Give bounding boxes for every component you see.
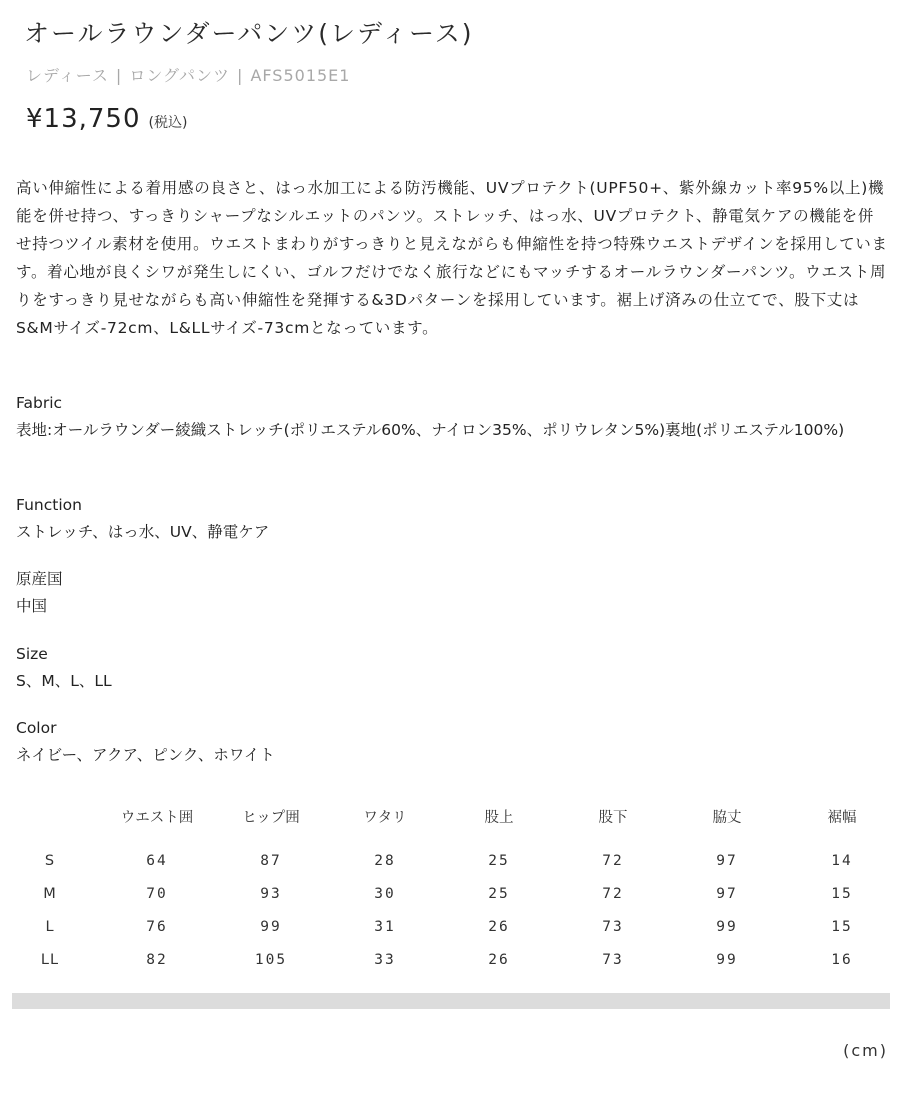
table-row: [0, 943, 900, 976]
product-description: 高い伸縮性による着用感の良さと、はっ水加工による防汚機能、UVプロテクト(UPF50+、紫外線カット率95%以上)機能を併せ持つ、すっきりシャープなシルエットのパンツ。ストレッチ、はっ水、UVプロテクト、静電気ケアの機能を併せ持つツイル素材を使用。ウエストまわりがすっきりと見えながらも伸縮性を持つ特殊ウエストデザインを採用しています。着心地が良くシワが発生しにくい、ゴルフだけでなく旅行などにもマッチするオールラウンダーパンツ。ウエスト周りをすっきり見せながらも高い伸縮性を発揮する&3Dパターンを採用しています。裾上げ済みの仕立てで、股下丈はS&Mサイズ-72cm、L&LLサイズ-73cmとなっています。: [16, 179, 888, 337]
spec-fabric: [16, 390, 888, 444]
size-table: [0, 802, 900, 976]
size-table-header: [0, 802, 900, 844]
spec-origin: [16, 566, 888, 620]
table-row: [0, 844, 900, 877]
table-cell: 30: [374, 885, 396, 902]
table-cell: 28: [374, 852, 396, 869]
unit-label: (cm): [843, 1041, 888, 1060]
spec-size: [16, 641, 888, 695]
breadcrumb-separator: |: [115, 66, 123, 85]
spec-label: Size: [16, 645, 48, 663]
table-cell: 99: [260, 918, 282, 935]
spec-label: Function: [16, 496, 82, 514]
spec-label: Fabric: [16, 394, 63, 412]
table-cell: 87: [260, 852, 282, 869]
table-cell: 72: [602, 852, 624, 869]
spec-label: 原産国: [16, 570, 63, 588]
size-label: S: [44, 852, 56, 869]
header-cell: 裾幅: [827, 809, 857, 826]
spec-label: Color: [16, 719, 57, 737]
table-cell: 64: [146, 852, 168, 869]
spec-value: 中国: [16, 597, 48, 615]
table-cell: 99: [716, 918, 738, 935]
price: ¥13,750: [26, 104, 141, 134]
table-cell: 26: [488, 951, 510, 968]
header-cell: ワタリ: [363, 809, 407, 826]
header-cell: ウエスト囲: [120, 809, 194, 826]
table-cell: 76: [146, 918, 168, 935]
breadcrumb-product-code: AFS5015E1: [250, 66, 351, 85]
size-label: M: [43, 885, 57, 902]
header-cell: 股下: [598, 809, 628, 826]
table-cell: 15: [831, 918, 853, 935]
tax-label: (税込): [148, 115, 188, 131]
horizontal-scrollbar[interactable]: [12, 993, 890, 1009]
price-row: [26, 104, 187, 134]
spec-value: 表地:オールラウンダー綾織ストレッチ(ポリエステル60%、ナイロン35%、ポリウレタン5%)裏地(ポリエステル100%): [16, 421, 845, 439]
table-row: [0, 910, 900, 943]
breadcrumb-category[interactable]: レディース: [26, 66, 109, 85]
table-cell: 15: [831, 885, 853, 902]
table-cell: 73: [602, 951, 624, 968]
size-label: L: [45, 918, 55, 935]
header-cell: [0, 802, 100, 844]
spec-value: ストレッチ、はっ水、UV、静電ケア: [16, 523, 270, 541]
breadcrumb-subcategory[interactable]: ロングパンツ: [129, 66, 231, 85]
table-cell: 73: [602, 918, 624, 935]
table-cell: 26: [488, 918, 510, 935]
product-title: オールラウンダーパンツ(レディース): [24, 19, 474, 48]
table-cell: 31: [374, 918, 396, 935]
table-cell: 97: [716, 852, 738, 869]
breadcrumb-separator: |: [237, 66, 244, 85]
header-cell: ヒップ囲: [242, 809, 300, 826]
spec-function: [16, 492, 888, 546]
table-row: [0, 877, 900, 910]
table-cell: 25: [488, 885, 510, 902]
table-cell: 99: [716, 951, 738, 968]
table-cell: 97: [716, 885, 738, 902]
table-cell: 25: [488, 852, 510, 869]
header-cell: 脇丈: [712, 809, 742, 826]
table-cell: 93: [260, 885, 282, 902]
table-cell: 105: [254, 951, 288, 968]
header-cell: 股上: [484, 809, 514, 826]
table-cell: 70: [146, 885, 168, 902]
table-cell: 14: [831, 852, 853, 869]
spec-color: [16, 715, 888, 769]
spec-value: ネイビー、アクア、ピンク、ホワイト: [16, 746, 275, 764]
table-cell: 72: [602, 885, 624, 902]
spec-value: S、M、L、LL: [16, 672, 112, 690]
table-cell: 82: [146, 951, 168, 968]
table-cell: 33: [374, 951, 396, 968]
table-cell: 16: [831, 951, 853, 968]
breadcrumb: [26, 63, 350, 86]
size-label: LL: [40, 951, 60, 968]
